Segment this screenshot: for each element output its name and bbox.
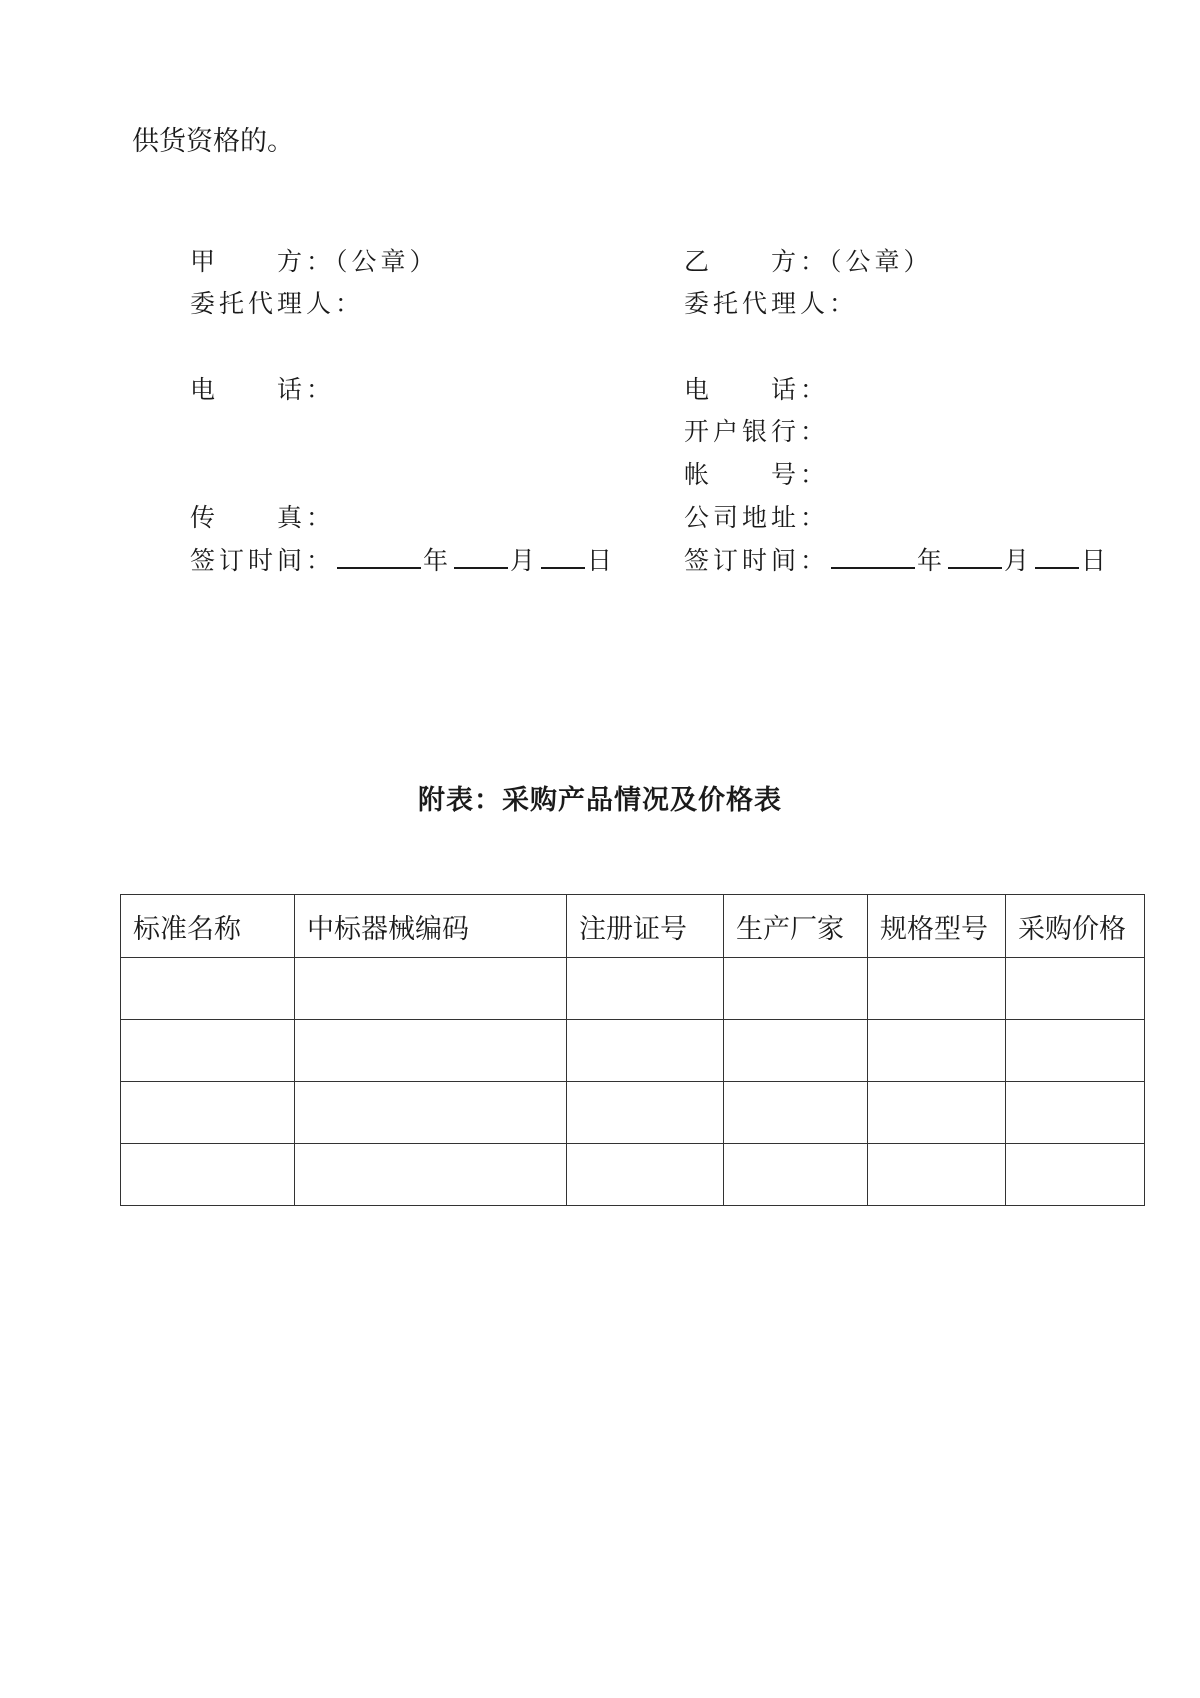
party-b-year-label: 年 [917,546,947,575]
party-b-address-line [684,501,829,535]
table-row [121,1082,1145,1144]
party-b-account-line [684,458,829,492]
party-a-day-blank[interactable] [541,543,585,569]
party-a-month-blank[interactable] [454,543,508,569]
table-cell[interactable] [868,1144,1006,1206]
party-b-month-label: 月 [1004,546,1034,575]
table-cell[interactable] [295,958,567,1020]
party-b-day-label: 日 [1081,546,1111,575]
party-b-title-line [684,245,933,279]
party-b-account-label: 帐 号： [684,460,830,489]
table-cell[interactable] [1006,1144,1145,1206]
annex-title: 附表：采购产品情况及价格表 [418,785,782,816]
party-a-agent-label: 委托代理人： [190,289,365,318]
party-a-month-label: 月 [510,546,540,575]
continuation-text: 供货资格的。 [132,126,294,157]
party-a-phone-line [190,373,335,407]
party-a-year-label: 年 [423,546,453,575]
table-cell[interactable] [567,1020,724,1082]
table-cell[interactable] [1006,1020,1145,1082]
table-cell[interactable] [121,958,295,1020]
table-cell[interactable] [868,1020,1006,1082]
party-b-agent-label: 委托代理人： [684,289,859,318]
party-a-title-line [190,245,439,279]
table-cell[interactable] [567,1082,724,1144]
party-b-sign-label: 签订时间： [684,546,830,575]
party-a-title-label: 甲 方： [190,247,336,276]
table-cell[interactable] [295,1082,567,1144]
table-cell[interactable] [121,1144,295,1206]
party-a-phone-label: 电 话： [190,375,336,404]
table-header-row [121,895,1145,958]
table-cell[interactable] [567,1144,724,1206]
header-standard-name: 标准名称 [121,895,295,958]
header-purchase-price: 采购价格 [1006,895,1145,958]
table-cell[interactable] [868,1082,1006,1144]
header-manufacturer: 生产厂家 [724,895,868,958]
table-cell[interactable] [724,1144,868,1206]
party-b-day-blank[interactable] [1035,543,1079,569]
party-a-day-label: 日 [587,546,617,575]
party-a-sign-label: 签订时间： [190,546,336,575]
party-b-phone-label: 电 话： [684,375,830,404]
table-cell[interactable] [295,1144,567,1206]
table-cell[interactable] [724,1020,868,1082]
table-cell[interactable] [121,1082,295,1144]
party-a-fax-label: 传 真： [190,503,336,532]
party-b-bank-label: 开户银行： [684,417,830,446]
party-a-sign-date-line [190,543,616,577]
table-cell[interactable] [567,958,724,1020]
party-b-phone-line [684,373,829,407]
party-b-year-blank[interactable] [831,543,915,569]
header-device-code: 中标器械编码 [295,895,567,958]
table-row [121,1020,1145,1082]
party-b-bank-line [684,415,829,449]
header-spec-model: 规格型号 [868,895,1006,958]
party-a-agent-line [190,287,364,321]
table-cell[interactable] [868,958,1006,1020]
table-cell[interactable] [1006,958,1145,1020]
table-row [121,958,1145,1020]
table-cell[interactable] [121,1020,295,1082]
table-row [121,1144,1145,1206]
party-b-month-blank[interactable] [948,543,1002,569]
price-table [120,894,1145,1206]
party-a-year-blank[interactable] [337,543,421,569]
party-a-seal: （公章） [335,247,439,276]
party-b-title-label: 乙 方： [684,247,830,276]
party-a-fax-line [190,501,335,535]
table-cell[interactable] [724,958,868,1020]
party-b-seal: （公章） [829,247,933,276]
party-b-address-label: 公司地址： [684,503,830,532]
party-b-agent-line [684,287,858,321]
header-registration-number: 注册证号 [567,895,724,958]
table-cell[interactable] [724,1082,868,1144]
party-b-sign-date-line [684,543,1110,577]
table-cell[interactable] [1006,1082,1145,1144]
table-cell[interactable] [295,1020,567,1082]
